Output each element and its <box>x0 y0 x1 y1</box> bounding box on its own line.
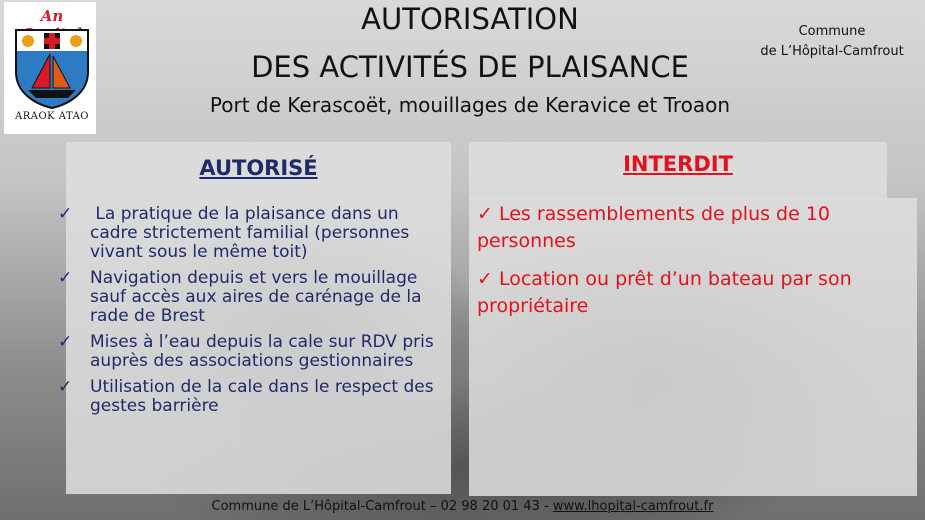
logo-motto: ARAOK ATAO <box>14 111 90 122</box>
autorise-item-text: Mises à l’eau depuis la cale sur RDV pris auprès des associations gestionnaires <box>90 332 434 371</box>
autorise-item-text: Utilisation de la cale dans le respect des gestes barrière <box>90 377 434 416</box>
autorise-item-text: Navigation depuis et vers le mouillage sauf accès aux aires de carénage de la rade de Brest <box>90 268 422 326</box>
check-icon: ✓ <box>477 268 493 290</box>
logo <box>4 2 96 134</box>
list-item <box>58 377 434 416</box>
check-icon: ✓ <box>58 377 73 397</box>
commune-label <box>757 22 907 62</box>
autorise-heading: AUTORISÉ <box>199 156 318 180</box>
autorise-list <box>58 204 434 423</box>
autorise-item-text: La pratique de la plaisance dans un cadre strictement familial (personnes vivant sous le même toit) <box>90 204 410 262</box>
interdit-item-text: Location ou prêt d’un bateau par son propriétaire <box>477 268 852 317</box>
page-title-line1: AUTORISATION <box>361 2 579 36</box>
footer <box>0 499 925 514</box>
page-subtitle: Port de Kerascoët, mouillages de Keravice et Troaon <box>209 93 731 117</box>
list-item <box>58 268 434 326</box>
commune-line1: Commune <box>798 24 866 39</box>
page-title-line2: DES ACTIVITÉS DE PLAISANCE <box>251 50 689 84</box>
list-item <box>58 204 434 262</box>
logo-name: An <box>40 7 64 25</box>
interdit-heading: INTERDIT <box>623 152 733 176</box>
commune-line2: de L’Hôpital-Camfrout <box>760 44 904 59</box>
list-item <box>477 266 907 320</box>
check-icon: ✓ <box>58 204 73 224</box>
check-icon: ✓ <box>58 268 73 288</box>
coat-of-arms-icon <box>10 26 94 110</box>
list-item <box>58 332 434 371</box>
website-link[interactable]: www.lhopital-camfrout.fr <box>552 499 714 514</box>
check-icon: ✓ <box>477 203 493 225</box>
footer-text: Commune de L’Hôpital-Camfrout – 02 98 20 01 43 - <box>211 499 553 514</box>
check-icon: ✓ <box>58 332 73 352</box>
interdit-item-text: Les rassemblements de plus de 10 personnes <box>477 203 831 252</box>
list-item <box>477 201 907 255</box>
interdit-list <box>477 201 907 331</box>
